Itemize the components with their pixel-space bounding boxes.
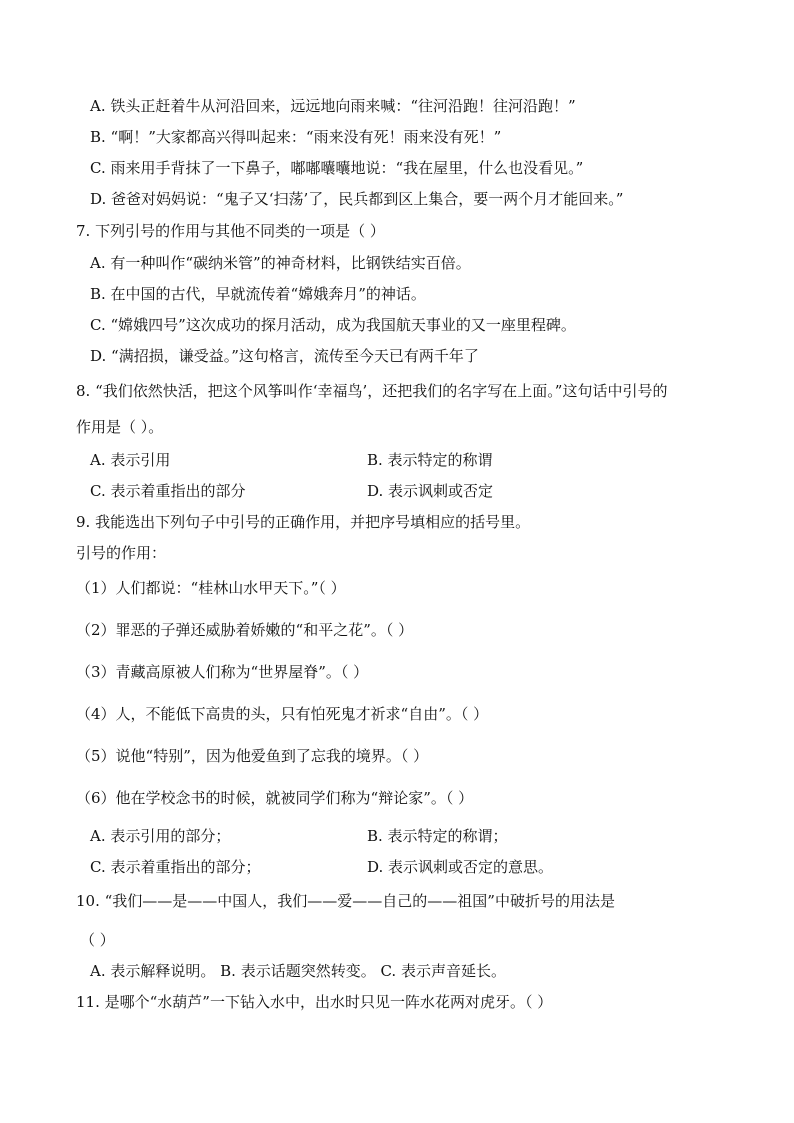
q9-option-d: D. 表示讽刺或否定的意思。 <box>367 858 554 876</box>
q9-option-c: C. 表示着重指出的部分； <box>90 858 261 876</box>
q8-option-d: D. 表示讽刺或否定 <box>367 482 494 500</box>
q6-option-c: C. 雨来用手背抹了一下鼻子，嘟嘟囔囔地说：“我在屋里，什么也没看见。” <box>90 159 584 177</box>
q6-option-b: B. “啊！”大家都高兴得叫起来：“雨来没有死！雨来没有死！” <box>90 128 502 146</box>
q7-option-d: D. “满招损，谦受益。”这句格言，流传至今天已有两千年了 <box>90 347 479 365</box>
q8-stem-line1: 8. “我们依然快活，把这个风筝叫作‘幸福鸟’，还把我们的名字写在上面。”这句话中引号的 <box>76 382 668 400</box>
q8-stem-line2: 作用是（ ）。 <box>76 418 164 436</box>
q7-option-c: C. “嫦娥四号”这次成功的探月活动，成为我国航天事业的又一座里程碑。 <box>90 316 576 334</box>
q7-option-a: A. 有一种叫作“碳纳米管”的神奇材料，比钢铁结实百倍。 <box>90 254 471 272</box>
q9-item-6: （6）他在学校念书的时候，就被同学们称为“辩论家”。（ ） <box>76 789 474 807</box>
q9-item-4: （4）人，不能低下高贵的头，只有怕死鬼才祈求“自由”。（ ） <box>76 705 489 723</box>
q9-option-a: A. 表示引用的部分； <box>90 827 231 845</box>
q9-option-b: B. 表示特定的称谓； <box>367 827 508 845</box>
q9-item-3: （3）青藏高原被人们称为“世界屋脊”。（ ） <box>76 663 369 681</box>
q10-options: A. 表示解释说明。 B. 表示话题突然转变。 C. 表示声音延长。 <box>90 962 506 980</box>
q7-stem: 7. 下列引号的作用与其他不同类的一项是（ ） <box>76 222 385 240</box>
q9-item-5: （5）说他“特别”，因为他爱鱼到了忘我的境界。（ ） <box>76 747 429 765</box>
q8-option-a: A. 表示引用 <box>90 451 171 469</box>
q9-item-1: （1）人们都说：“桂林山水甲天下。”（ ） <box>76 579 346 597</box>
q6-option-d: D. 爸爸对妈妈说：“鬼子又‘扫荡’了，民兵都到区上集合，要一两个月才能回来。” <box>90 190 624 208</box>
q9-stem: 9. 我能选出下列句子中引号的正确作用，并把序号填相应的括号里。 <box>76 513 531 531</box>
q10-blank: （ ） <box>80 931 115 949</box>
q7-option-b: B. 在中国的古代，早就流传着“嫦娥奔月”的神话。 <box>90 285 426 303</box>
q11-stem: 11. 是哪个“水葫芦”一下钻入水中，出水时只见一阵水花两对虎牙。（ ） <box>76 993 553 1011</box>
q8-option-c: C. 表示着重指出的部分 <box>90 482 246 500</box>
q9-subtitle: 引号的作用： <box>76 544 167 562</box>
q8-option-b: B. 表示特定的称谓 <box>367 451 493 469</box>
q9-item-2: （2）罪恶的子弹还威胁着娇嫩的“和平之花”。（ ） <box>76 621 414 639</box>
q6-option-a: A. 铁头正赶着牛从河沿回来，远远地向雨来喊：“往河沿跑！往河沿跑！” <box>90 97 576 115</box>
q10-stem: 10. “我们——是——中国人，我们——爱——自己的——祖国”中破折号的用法是 <box>76 892 615 910</box>
